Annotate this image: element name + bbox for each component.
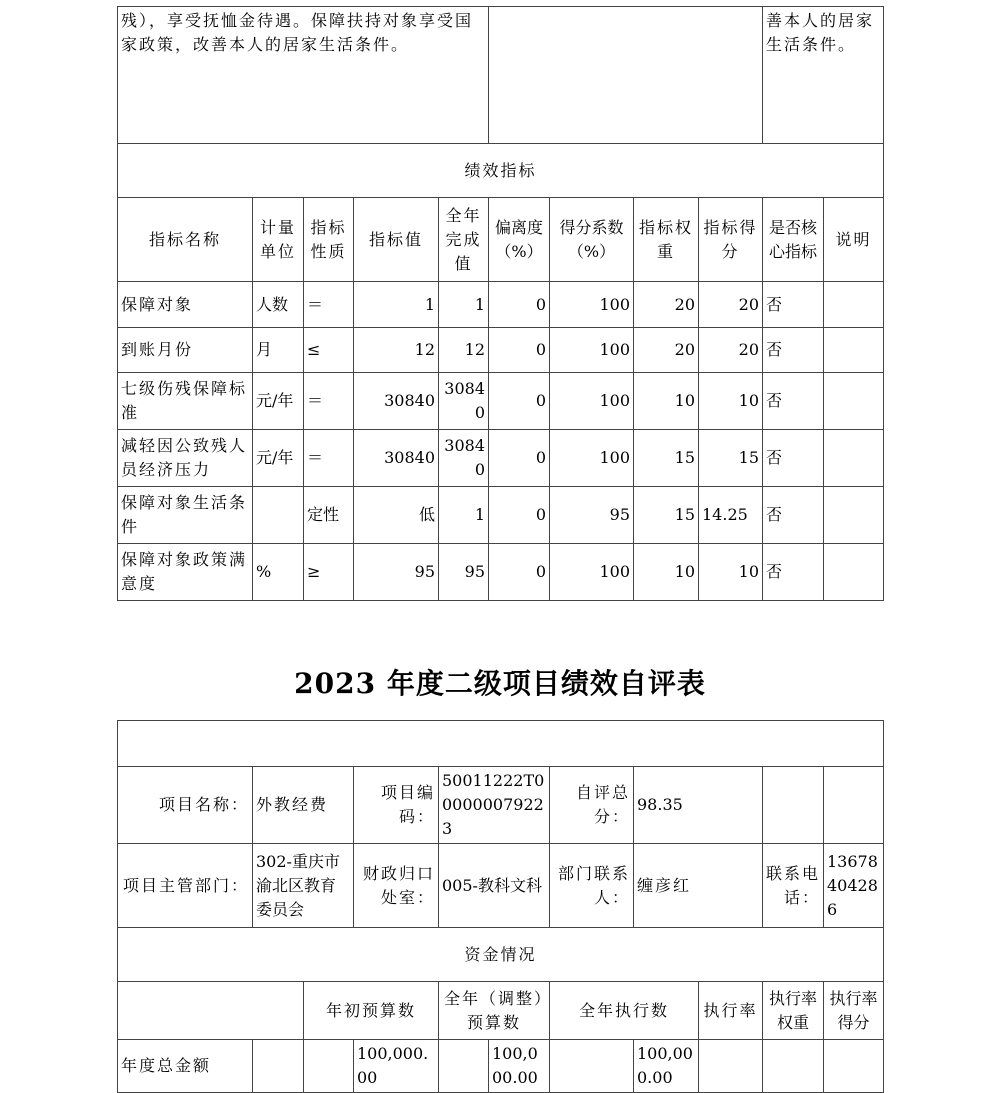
table-row: [118, 328, 884, 373]
indicator-nature: ＝: [304, 373, 354, 430]
indicator-weight: 20: [634, 282, 699, 328]
indicator-deviation: 0: [489, 487, 550, 544]
indicator-nature: 定性: [304, 487, 354, 544]
project-code-value: 50011222T000000079223: [439, 767, 550, 844]
indicator-nature: ＝: [304, 430, 354, 487]
indicator-target: 低: [354, 487, 439, 544]
funds-header-cell: 执行率权重: [763, 982, 824, 1040]
funds-header-cell: 全年执行数: [550, 982, 699, 1040]
perf-header-cell: 偏离度（%）: [489, 198, 550, 282]
phone-label: 联系电话：: [763, 844, 824, 928]
perf-header-row: [118, 198, 884, 282]
perf-header-cell: 全年完成值: [439, 198, 489, 282]
empty-cell: [824, 767, 884, 844]
indicator-unit: 月: [253, 328, 304, 373]
indicator-deviation: 0: [489, 544, 550, 601]
project-code-label: 项目编码：: [354, 767, 439, 844]
indicator-weight: 15: [634, 430, 699, 487]
indicator-weight: 15: [634, 487, 699, 544]
perf-header-cell: 指标权重: [634, 198, 699, 282]
project-name-value: 外教经费: [253, 767, 354, 844]
top-left-text: 残），享受抚恤金待遇。保障扶持对象享受国家政策，改善本人的居家生活条件。: [118, 7, 489, 144]
perf-section-title: 绩效指标: [118, 144, 884, 198]
indicator-name: 七级伤残保障标准: [118, 373, 253, 430]
indicator-unit: %: [253, 544, 304, 601]
indicator-core: 否: [763, 373, 824, 430]
indicator-name: 保障对象: [118, 282, 253, 328]
indicator-deviation: 0: [489, 282, 550, 328]
page-title: 2023 年度二级项目绩效自评表: [294, 667, 706, 700]
indicator-note: [824, 544, 884, 601]
indicator-weight: 20: [634, 328, 699, 373]
indicator-target: 1: [354, 282, 439, 328]
table-row: [118, 544, 884, 601]
indicator-deviation: 0: [489, 430, 550, 487]
funds-header-cell: 年初预算数: [304, 982, 439, 1040]
self-score-label: 自评总分：: [550, 767, 634, 844]
indicator-core: 否: [763, 544, 824, 601]
indicator-score: 20: [699, 282, 763, 328]
indicator-deviation: 0: [489, 328, 550, 373]
indicator-name: 到账月份: [118, 328, 253, 373]
indicator-unit: 元/年: [253, 430, 304, 487]
perf-header-cell: 指标名称: [118, 198, 253, 282]
indicator-coefficient: 100: [550, 373, 634, 430]
indicator-coefficient: 100: [550, 328, 634, 373]
phone-value: 13678404286: [824, 844, 884, 928]
funds-header-cell: 全年（调整）预算数: [439, 982, 550, 1040]
table-row: [118, 282, 884, 328]
empty-cell: [439, 1040, 489, 1093]
funds-adjusted-value: 100,000.00: [489, 1040, 550, 1093]
indicator-actual: 1: [439, 487, 489, 544]
indicator-target: 30840: [354, 430, 439, 487]
funds-rate-score-value: [824, 1040, 884, 1093]
indicator-actual: 12: [439, 328, 489, 373]
indicator-note: [824, 430, 884, 487]
blank-header-row: [118, 721, 884, 767]
funds-header-cell: 执行率得分: [824, 982, 884, 1040]
perf-header-cell: 计量单位: [253, 198, 304, 282]
perf-header-cell: 指标值: [354, 198, 439, 282]
empty-cell: [304, 1040, 354, 1093]
contact-value: 缠彦红: [634, 844, 763, 928]
indicator-core: 否: [763, 430, 824, 487]
table-row: [118, 487, 884, 544]
indicator-deviation: 0: [489, 373, 550, 430]
funds-rate-value: [699, 1040, 763, 1093]
indicator-target: 95: [354, 544, 439, 601]
indicator-coefficient: 100: [550, 430, 634, 487]
table-row: [118, 373, 884, 430]
indicator-coefficient: 100: [550, 544, 634, 601]
indicator-name: 减轻因公致残人员经济压力: [118, 430, 253, 487]
indicator-unit: [253, 487, 304, 544]
indicator-nature: ≤: [304, 328, 354, 373]
perf-header-cell: 指标性质: [304, 198, 354, 282]
dept-label: 项目主管部门：: [118, 844, 253, 928]
indicator-name: 保障对象生活条件: [118, 487, 253, 544]
indicator-score: 15: [699, 430, 763, 487]
office-value: 005-教科文科: [439, 844, 550, 928]
indicator-actual: 30840: [439, 430, 489, 487]
project-table: [117, 720, 884, 1093]
project-info-row: [118, 844, 884, 928]
funds-rate-weight-value: [763, 1040, 824, 1093]
indicator-unit: 元/年: [253, 373, 304, 430]
indicator-unit: 人数: [253, 282, 304, 328]
funds-row-label: 年度总金额: [118, 1040, 253, 1093]
contact-label: 部门联系人：: [550, 844, 634, 928]
funds-executed-value: 100,000.00: [634, 1040, 699, 1093]
funds-header-row: [118, 982, 884, 1040]
indicator-nature: ≥: [304, 544, 354, 601]
empty-cell: [763, 767, 824, 844]
office-label: 财政归口处室：: [354, 844, 439, 928]
indicator-actual: 1: [439, 282, 489, 328]
indicator-target: 12: [354, 328, 439, 373]
empty-cell: [550, 1040, 634, 1093]
project-name-label: 项目名称：: [118, 767, 253, 844]
indicator-weight: 10: [634, 373, 699, 430]
dept-value: 302-重庆市渝北区教育委员会: [253, 844, 354, 928]
perf-header-cell: 说明: [824, 198, 884, 282]
funds-header-cell: 执行率: [699, 982, 763, 1040]
indicator-score: 14.25: [699, 487, 763, 544]
empty-cell: [118, 982, 304, 1040]
indicator-note: [824, 373, 884, 430]
indicator-name: 保障对象政策满意度: [118, 544, 253, 601]
indicator-coefficient: 95: [550, 487, 634, 544]
table-row: [118, 1040, 884, 1093]
indicator-note: [824, 487, 884, 544]
empty-cell: [253, 1040, 304, 1093]
indicator-actual: 30840: [439, 373, 489, 430]
indicator-actual: 95: [439, 544, 489, 601]
indicator-nature: ＝: [304, 282, 354, 328]
indicator-core: 否: [763, 328, 824, 373]
indicator-coefficient: 100: [550, 282, 634, 328]
performance-table: [117, 6, 884, 601]
indicator-note: [824, 328, 884, 373]
table-row: [118, 430, 884, 487]
project-info-row: [118, 767, 884, 844]
funds-section-title: 资金情况: [118, 928, 884, 982]
self-score-value: 98.35: [634, 767, 763, 844]
top-right-text: 善本人的居家生活条件。: [763, 7, 884, 144]
indicator-score: 10: [699, 544, 763, 601]
perf-header-cell: 指标得分: [699, 198, 763, 282]
indicator-core: 否: [763, 487, 824, 544]
indicator-score: 10: [699, 373, 763, 430]
indicator-note: [824, 282, 884, 328]
top-middle-cell: [489, 7, 763, 144]
indicator-core: 否: [763, 282, 824, 328]
indicator-target: 30840: [354, 373, 439, 430]
indicator-weight: 10: [634, 544, 699, 601]
perf-header-cell: 是否核心指标: [763, 198, 824, 282]
perf-header-cell: 得分系数（%）: [550, 198, 634, 282]
funds-initial-value: 100,000.00: [354, 1040, 439, 1093]
indicator-score: 20: [699, 328, 763, 373]
